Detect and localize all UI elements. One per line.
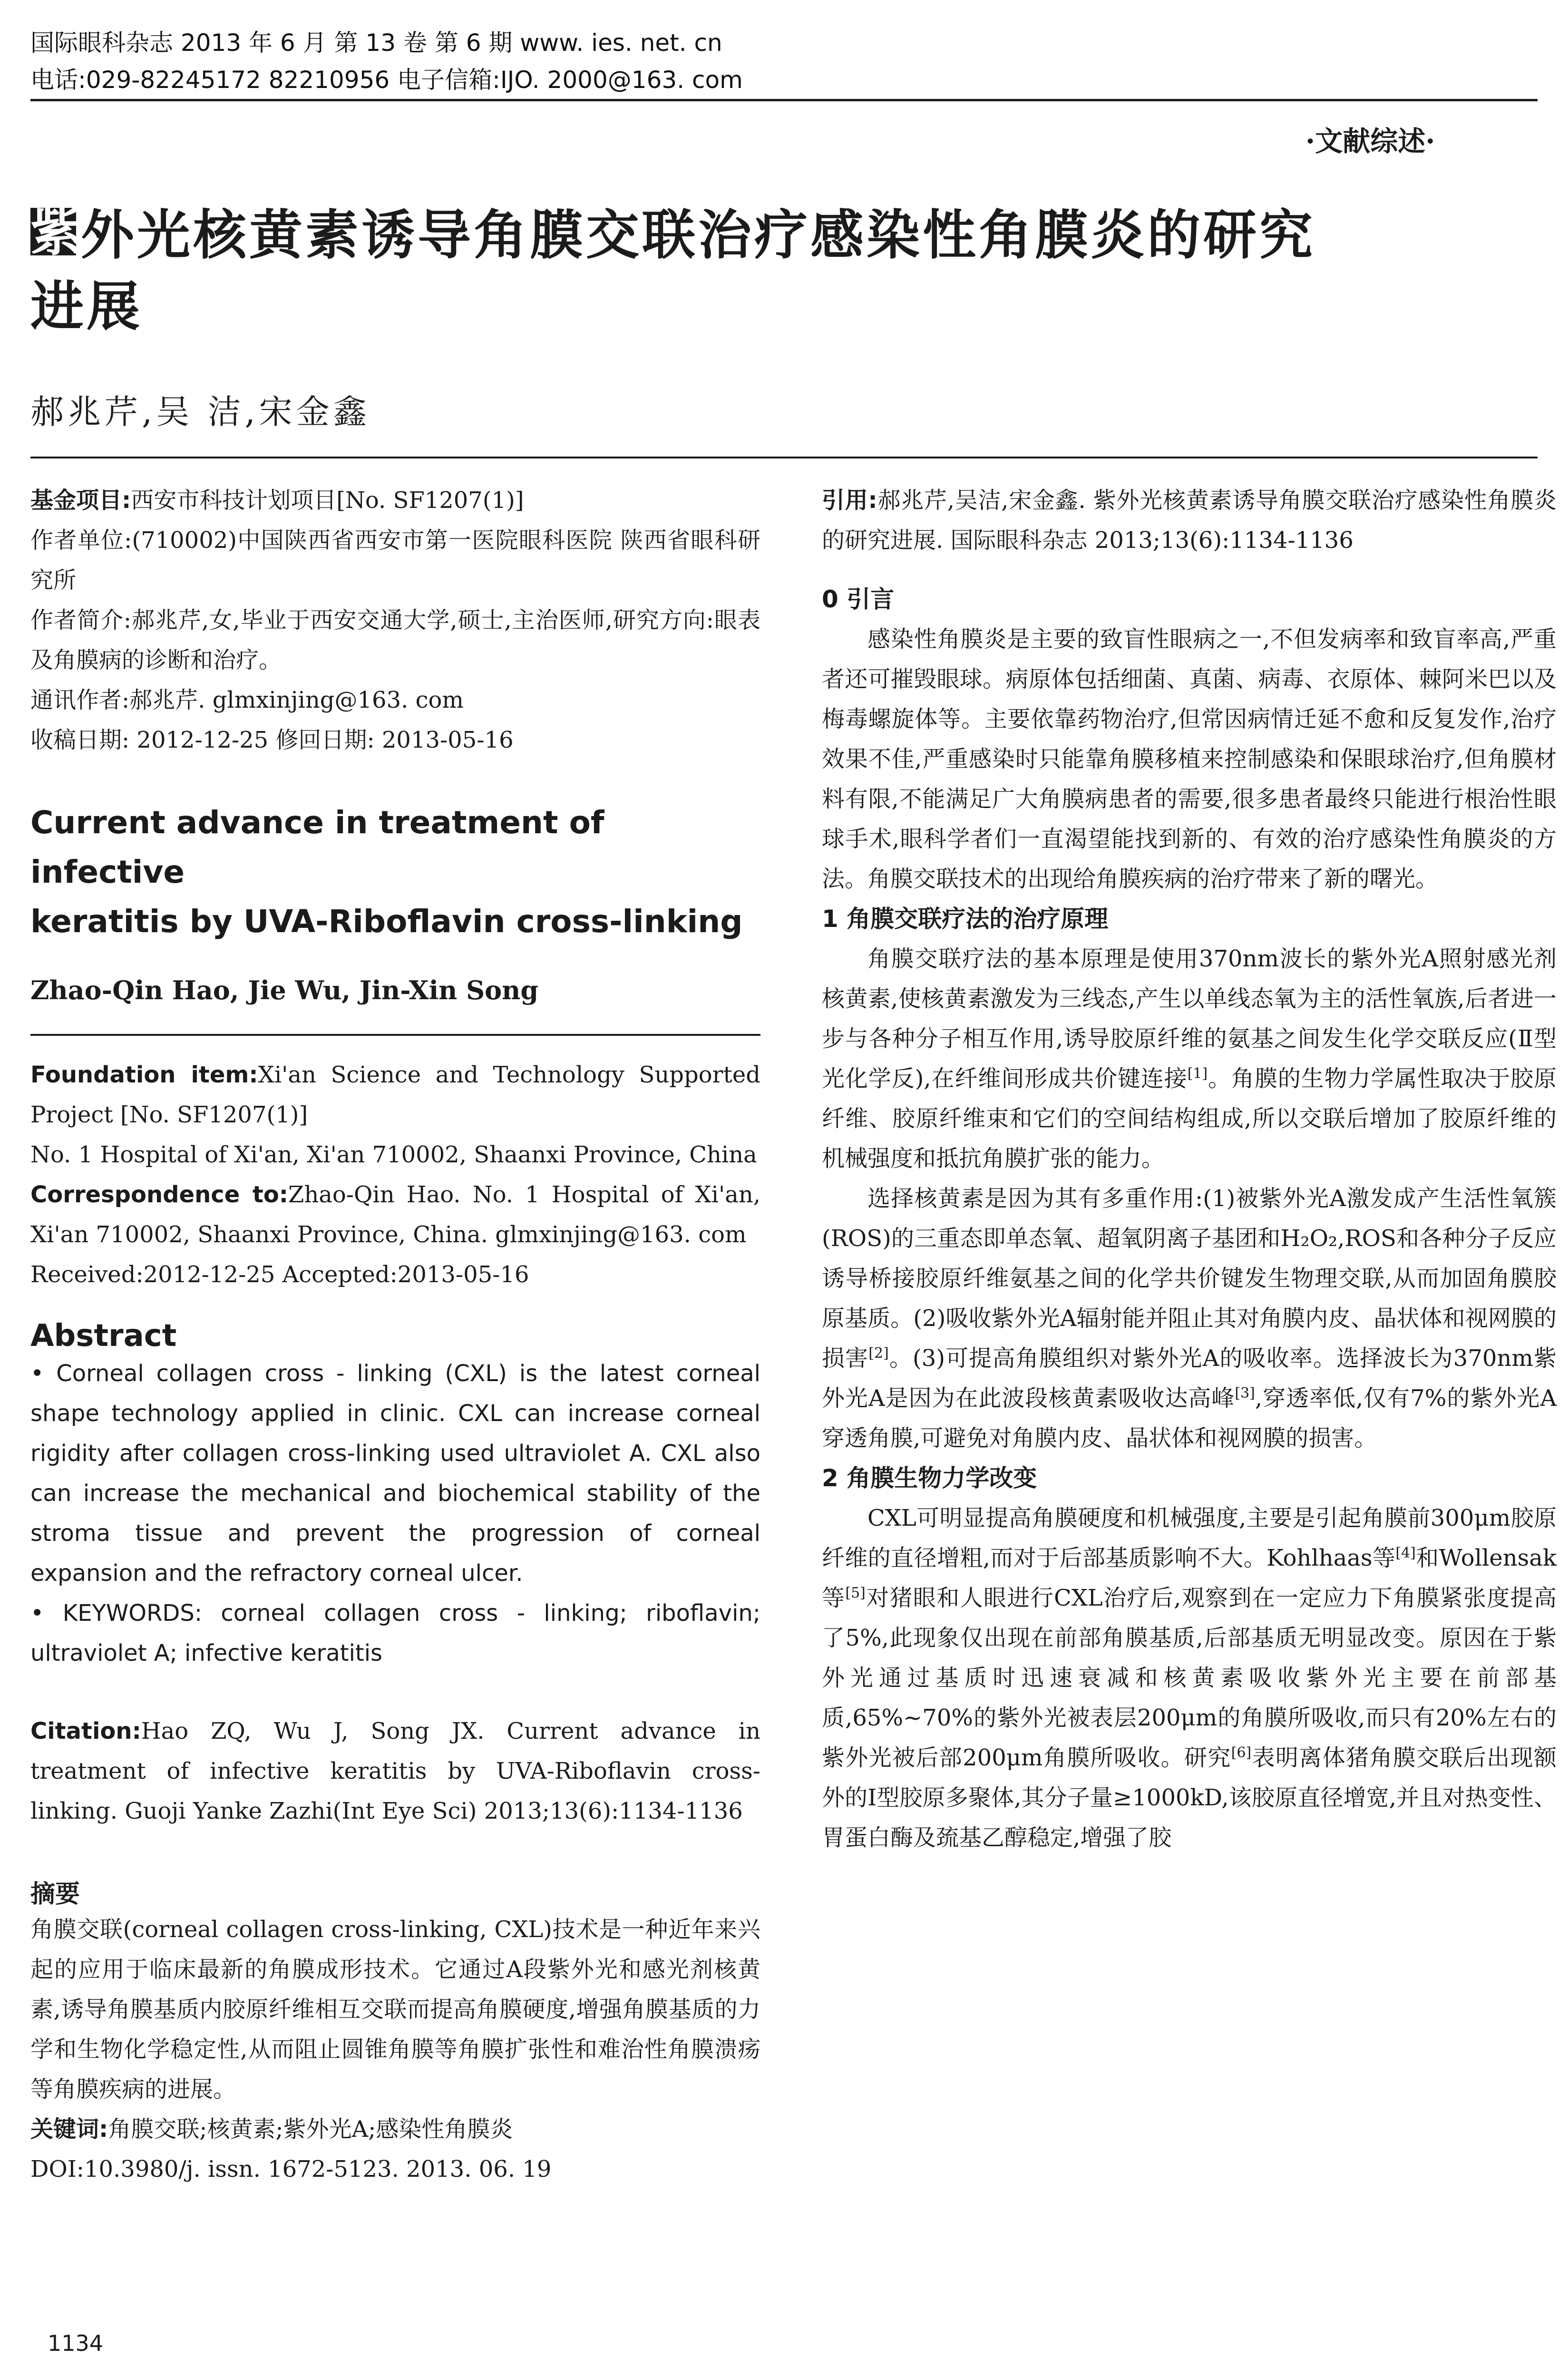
section-0-heading: 0 引言 [822, 585, 895, 613]
received-accepted: Received:2012-12-25 Accepted:2013-05-16 [30, 1261, 529, 1288]
keywords-en: • KEYWORDS: corneal collagen cross - linking; riboflavin; ultraviolet A; infective keratitis [30, 1600, 760, 1666]
citation-label: Citation: [30, 1718, 141, 1744]
section-0-para: 感染性角膜炎是主要的致盲性眼病之一,不但发病率和致盲率高,严重者还可摧毁眼球。病原体包括细菌、真菌、病毒、衣原体、棘阿米巴以及梅毒螺旋体等。主要依靠药物治疗,但常因病情迁延不愈和反复发作,治疗效果不佳,严重感染时只能靠角膜移植来控制感染和保眼球治疗,但角膜材料有限,不能满足广大角膜病患者的需要,很多患者最终只能进行根治性眼球手术,眼科学者们一直渴望能找到新的、有效的治疗感染性角膜炎的方法。角膜交联技术的出现给角膜疾病的治疗带来了新的曙光。 [822, 626, 1557, 892]
citation-cn [822, 480, 1557, 560]
s2p-text-c: 对猪眼和人眼进行CXL治疗后,观察到在一定应力下角膜紧张度提高了5%,此现象仅出现在前部角膜基质,后部基质无明显改变。原因在于紫外光通过基质时迅速衰减和核黄素吸收紫外光主要在前部基质,65%~70%的紫外光被表层200μm的角膜所吸收,而只有20%左右的紫外光被后部200μm角膜所吸收。研究 [822, 1585, 1557, 1771]
authors-en: Zhao-Qin Hao, Jie Wu, Jin-Xin Song [30, 975, 539, 1005]
correspondence-label: Correspondence to: [30, 1181, 288, 1208]
fund-info [30, 480, 760, 520]
s1p1-text-a: 角膜交联疗法的基本原理是使用370nm波长的紫外光A照射感光剂核黄素,使核黄素激发为三线态,产生以单线态氧为主的活性氧族,后者进一步与各种分子相互作用,诱导胶原纤维的氨基之间发生化学交联反应(Ⅱ型光化学反),在纤维间形成共价键连接 [822, 945, 1557, 1092]
s1p2-text-a: 选择核黄素是因为其有多重作用:(1)被紫外光A激发成产生活性氧簇(ROS)的三重态即单态氧、超氧阴离子基团和H₂O₂,ROS和各种分子反应诱导桥接胶原纤维氨基之间的化学共价键发生物理交联,从而加固角膜胶原基质。(2)吸收紫外光A辐射能并阻止其对角膜内皮、晶状体和视网膜的损害 [822, 1185, 1557, 1372]
correspondence-text: Zhao-Qin Hao. No. 1 Hospital of Xi'an, Xi'an 710002, Shaanxi Province, China. glmxinjing@163. com [30, 1181, 761, 1248]
correspondence [30, 1175, 760, 1255]
section-2-heading: 2 角膜生物力学改变 [822, 1464, 1037, 1492]
foundation-label: Foundation item: [30, 1062, 258, 1088]
fund-label: 基金项目: [30, 487, 131, 514]
s1p1-text-b: 。角膜的生物力学属性取决于胶原纤维、胶原纤维束和它们的空间结构组成,所以交联后增加了胶原纤维的机械强度和抵抗角膜扩张的能力。 [822, 1065, 1557, 1172]
citation-text: Hao ZQ, Wu J, Song JX. Current advance in treatment of infective keratitis by UVA-Riboflavin cross-linking. Guoji Yanke Zazhi(Int Eye Sci) 2013;13(6):1134-1136 [30, 1718, 760, 1824]
section-2-para [822, 1498, 1557, 1858]
foundation-item [30, 1055, 760, 1135]
title-line2: 进展 [30, 276, 143, 338]
keywords-cn-label: 关键词: [30, 2116, 108, 2143]
en-rule [30, 1034, 760, 1036]
header-rule [30, 99, 1538, 101]
foundation-text: Xi'an Science and Technology Supported Project [No. SF1207(1)] [30, 1062, 760, 1128]
section-1-heading: 1 角膜交联疗法的治疗原理 [822, 905, 1109, 933]
journal-header-line2: 电话:029-82245172 82210956 电子信箱:IJO. 2000@163. com [30, 66, 743, 94]
ref-4: [4] [1395, 1545, 1416, 1561]
s2p-text-d: 表明离体猪角膜交联后出现额外的I型胶原多聚体,其分子量≥1000kD,该胶原直径增宽,并且对热变性、胃蛋白酶及巯基乙醇稳定,增强了胶 [822, 1744, 1557, 1851]
keywords-cn-text: 角膜交联;核黄素;紫外光A;感染性角膜炎 [108, 2116, 513, 2143]
title-first-char: 紫 [30, 201, 87, 263]
contact-author: 通讯作者:郝兆芹. glmxinjing@163. com [30, 687, 464, 713]
ref-5: [5] [845, 1585, 866, 1601]
en-title-line1: Current advance in treatment of infective [30, 804, 604, 890]
en-title-line2: keratitis by UVA-Riboflavin cross-linking [30, 903, 743, 940]
section-1-para-2 [822, 1179, 1557, 1458]
title-line1: 外光核黄素诱导角膜交联治疗感染性角膜炎的研究 [81, 205, 1315, 266]
s1p2-text-b: 。(3)可提高角膜组织对紫外光A的吸收率。选择波长为370nm紫外光A是因为在此波段核黄素吸收达高峰 [822, 1345, 1557, 1412]
article-title-en [30, 798, 760, 946]
citation-cn-label: 引用: [822, 487, 877, 514]
authors-cn: 郝兆芹,吴 洁,宋金鑫 [30, 392, 370, 431]
right-column [822, 480, 1557, 1858]
ref-6: [6] [1231, 1744, 1252, 1761]
s1p2-text-c: ,穿透率低,仅有7%的紫外光A穿透角膜,可避免对角膜内皮、晶状体和视网膜的损害。 [822, 1385, 1557, 1452]
abstract-heading: Abstract [30, 1318, 177, 1354]
citation-en [30, 1711, 760, 1831]
citation-cn-text: 郝兆芹,吴洁,宋金鑫. 紫外光核黄素诱导角膜交联治疗感染性角膜炎的研究进展. 国际眼科杂志 2013;13(6):1134-1136 [822, 487, 1557, 554]
s2p-text-a: CXL可明显提高角膜硬度和机械强度,主要是引起角膜前300μm胶原纤维的直径增粗,而对于后部基质影响不大。Kohlhaas等 [822, 1505, 1557, 1571]
ref-1: [1] [1187, 1065, 1208, 1082]
author-unit: 作者单位:(710002)中国陕西省西安市第一医院眼科医院 陕西省眼科研究所 [30, 527, 760, 594]
title-rule [30, 457, 1538, 458]
author-bio: 作者简介:郝兆芹,女,毕业于西安交通大学,硕士,主治医师,研究方向:眼表及角膜病的诊断和治疗。 [30, 607, 760, 673]
section-tag: ·文献综述· [1305, 125, 1435, 157]
keywords-cn [30, 2109, 760, 2149]
article-title-cn [30, 200, 1552, 342]
doi: DOI:10.3980/j. issn. 1672-5123. 2013. 06. 19 [30, 2156, 552, 2182]
ref-3: [3] [1235, 1385, 1255, 1402]
ref-2: [2] [868, 1345, 889, 1362]
s2p-text-b: 和Wollensak等 [822, 1545, 1557, 1611]
dates: 收稿日期: 2012-12-25 修回日期: 2013-05-16 [30, 727, 514, 753]
abstract-text: • Corneal collagen cross - linking (CXL) is the latest corneal shape technology applied in clinic. CXL can increase corneal rigidity after collagen cross-linking used ultraviolet A. CXL also can increase the mechanical and biochemical stability of the stroma tissue and prevent the progression of corneal expansion and the refractory corneal ulcer. [30, 1360, 760, 1587]
left-column [30, 480, 760, 2189]
journal-header-line1: 国际眼科杂志 2013 年 6 月 第 13 卷 第 6 期 www. ies. net. cn [30, 29, 722, 57]
abstract-cn-text: 角膜交联(corneal collagen cross-linking, CXL)技术是一种近年来兴起的应用于临床最新的角膜成形技术。它通过A段紫外光和感光剂核黄素,诱导角膜基质内胶原纤维相互交联而提高角膜硬度,增强角膜基质的力学和生物化学稳定性,从而阻止圆锥角膜等角膜扩张性和难治性角膜溃疡等角膜疾病的进展。 [30, 1916, 760, 2103]
affiliation-en: No. 1 Hospital of Xi'an, Xi'an 710002, Shaanxi Province, China [30, 1141, 757, 1168]
section-1-para-1 [822, 939, 1557, 1179]
fund-text: 西安市科技计划项目[No. SF1207(1)] [131, 487, 524, 514]
abstract-cn-heading: 摘要 [30, 1880, 80, 1909]
page-number: 1134 [48, 2330, 104, 2356]
